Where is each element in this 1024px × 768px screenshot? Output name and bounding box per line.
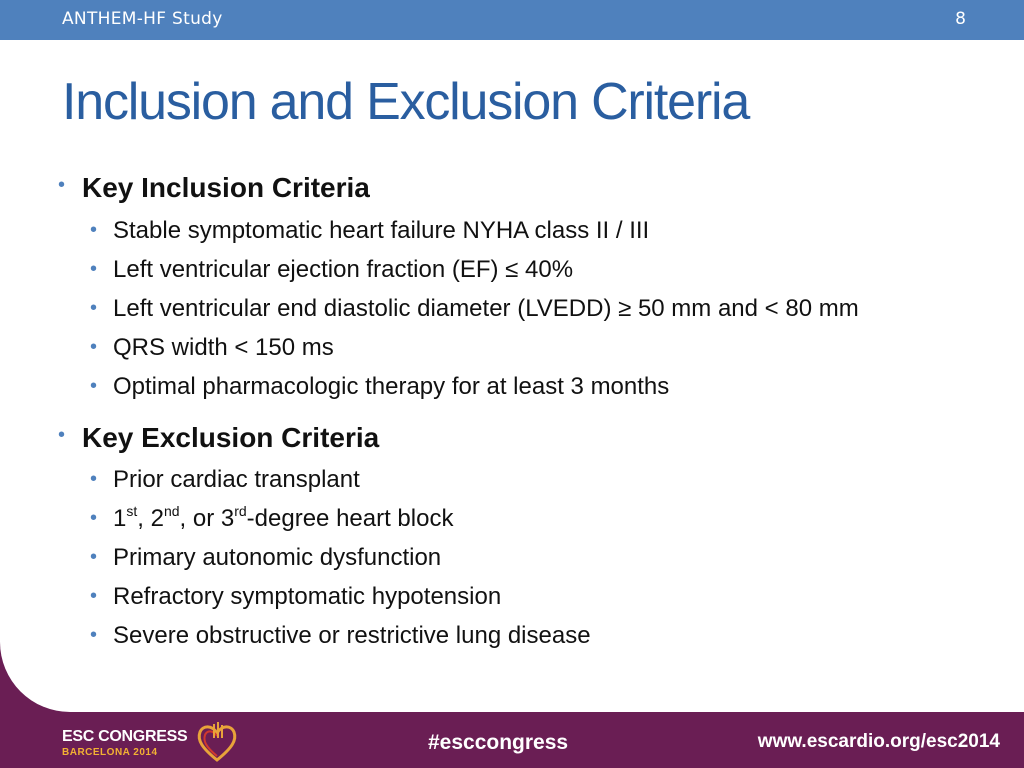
bullet-icon: • [90, 375, 98, 397]
ordinal-suffix: rd [234, 503, 247, 519]
bullet-icon: • [58, 174, 66, 196]
text-part: , 2 [137, 505, 164, 532]
text-part: 1 [113, 505, 127, 532]
bullet-icon: • [90, 468, 98, 490]
heart-logo-icon [194, 720, 240, 764]
bullet-icon: • [90, 507, 98, 529]
website-url: www.escardio.org/esc2014 [757, 731, 1000, 752]
bullet-icon: • [90, 336, 98, 358]
bullet-icon: • [90, 297, 98, 319]
exclusion-item: Severe obstructive or restrictive lung disease [113, 622, 591, 649]
footer-bar [0, 712, 1024, 768]
logo-line2: BARCELONA 2014 [62, 747, 158, 758]
study-name: ANTHEM-HF Study [62, 9, 223, 29]
slide-title: Inclusion and Exclusion Criteria [62, 73, 750, 131]
header-bar [0, 0, 1024, 40]
inclusion-item: QRS width < 150 ms [113, 334, 334, 361]
exclusion-heading: Key Exclusion Criteria [82, 422, 380, 453]
text-part: -degree heart block [246, 505, 454, 532]
page-number: 8 [955, 9, 966, 29]
bullet-icon: • [58, 424, 66, 446]
text-part: , or 3 [179, 505, 235, 532]
exclusion-item: Refractory symptomatic hypotension [113, 583, 502, 610]
inclusion-item: Left ventricular ejection fraction (EF) ≤ 40% [113, 256, 574, 283]
hashtag: #esccongress [428, 731, 569, 754]
exclusion-item: Primary autonomic dysfunction [113, 544, 442, 571]
bullet-icon: • [90, 624, 98, 646]
bullet-icon: • [90, 219, 98, 241]
exclusion-item-heart-block [113, 505, 453, 533]
bullet-icon: • [90, 546, 98, 568]
inclusion-heading: Key Inclusion Criteria [82, 172, 370, 203]
bullet-icon: • [90, 258, 98, 280]
exclusion-item: Prior cardiac transplant [113, 466, 360, 493]
esc-congress-logo [62, 728, 187, 758]
logo-line1: ESC CONGRESS [62, 728, 188, 745]
inclusion-item: Left ventricular end diastolic diameter (LVEDD) ≥ 50 mm and < 80 mm [113, 295, 859, 322]
ordinal-suffix: nd [163, 503, 180, 519]
inclusion-item: Optimal pharmacologic therapy for at least 3 months [113, 373, 670, 400]
inclusion-item: Stable symptomatic heart failure NYHA class II / III [113, 217, 650, 244]
ordinal-suffix: st [126, 503, 138, 519]
bullet-icon: • [90, 585, 98, 607]
